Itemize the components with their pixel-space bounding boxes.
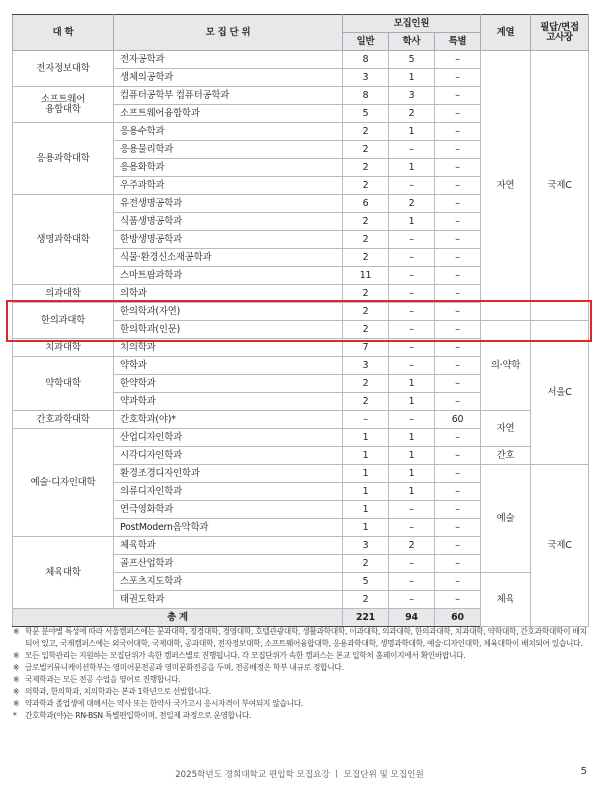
- general-count: 2: [343, 213, 389, 231]
- note-item: [13, 650, 589, 662]
- general-count: 2: [343, 141, 389, 159]
- bachelor-count: –: [389, 573, 435, 591]
- general-count: 2: [343, 591, 389, 609]
- special-count: –: [435, 483, 481, 501]
- bachelor-count: 1: [389, 483, 435, 501]
- college-name: 전자정보대학: [36, 62, 90, 74]
- special-count: –: [435, 213, 481, 231]
- college-cell: [13, 123, 114, 195]
- bachelor-count: 1: [389, 429, 435, 447]
- bachelor-count: –: [389, 141, 435, 159]
- college-name: 치과대학: [45, 341, 81, 353]
- special-count: –: [435, 123, 481, 141]
- college-name: 체육대학: [45, 566, 81, 578]
- table-body: [13, 51, 589, 627]
- unit-cell: 시각디자인학과: [114, 447, 343, 465]
- general-count: 2: [343, 177, 389, 195]
- note-item: [13, 626, 589, 650]
- general-count: 11: [343, 267, 389, 285]
- bachelor-count: –: [389, 231, 435, 249]
- unit-cell: 컴퓨터공학부 컴퓨터공학과: [114, 87, 343, 105]
- bachelor-count: –: [389, 501, 435, 519]
- special-count: –: [435, 519, 481, 537]
- college-cell: [13, 357, 114, 411]
- unit-cell: 응용물리학과: [114, 141, 343, 159]
- special-count: –: [435, 573, 481, 591]
- bachelor-count: 1: [389, 465, 435, 483]
- special-count: –: [435, 375, 481, 393]
- general-count: 1: [343, 465, 389, 483]
- header-university: 대 학: [13, 15, 114, 51]
- header-quota: 모집인원: [343, 15, 481, 33]
- unit-cell: 우주과학과: [114, 177, 343, 195]
- bachelor-count: –: [389, 411, 435, 429]
- bachelor-count: 2: [389, 195, 435, 213]
- header-special: 특별: [435, 33, 481, 51]
- unit-cell: 연극영화학과: [114, 501, 343, 519]
- header-unit: 모 집 단 위: [114, 15, 343, 51]
- unit-cell: 스포츠지도학과: [114, 573, 343, 591]
- exam-site-cell: 국제C: [531, 465, 589, 627]
- special-count: –: [435, 393, 481, 411]
- general-count: 1: [343, 483, 389, 501]
- bachelor-count: –: [389, 555, 435, 573]
- college-cell: [13, 51, 114, 87]
- note-item: [13, 698, 589, 710]
- field-cell: 예술: [481, 465, 531, 573]
- special-count: –: [435, 303, 481, 321]
- header-general: 일반: [343, 33, 389, 51]
- bachelor-count: –: [389, 519, 435, 537]
- header-exam-site: [531, 15, 589, 51]
- unit-cell: 체육학과: [114, 537, 343, 555]
- note-text: 간호학과(야)는 RN-BSN 특별편입학이며, 전일제 과정으로 운영합니다.: [25, 710, 252, 720]
- college-name: 예술·디자인대학: [30, 476, 96, 488]
- college-cell: [13, 285, 114, 303]
- unit-cell: 한약학과: [114, 375, 343, 393]
- special-count: –: [435, 501, 481, 519]
- bachelor-count: 2: [389, 105, 435, 123]
- total-label: 총 계: [13, 609, 343, 627]
- general-count: 6: [343, 195, 389, 213]
- unit-cell: PostModern음악학과: [114, 519, 343, 537]
- table-row: [13, 51, 589, 69]
- unit-cell: 식품생명공학과: [114, 213, 343, 231]
- unit-cell: 한의학과(자연): [114, 303, 343, 321]
- college-name: 응용과학대학: [36, 152, 90, 164]
- special-count: –: [435, 321, 481, 339]
- general-count: 2: [343, 159, 389, 177]
- field-cell: 체육: [481, 573, 531, 627]
- general-count: –: [343, 411, 389, 429]
- note-text: 국제학과는 모든 전공 수업을 영어로 진행합니다.: [25, 674, 181, 684]
- exam-site-cell: 국제C: [531, 51, 589, 321]
- note-mark: *: [13, 710, 17, 720]
- unit-cell: 생체의공학과: [114, 69, 343, 87]
- college-cell: [13, 429, 114, 537]
- note-mark: ※: [13, 627, 20, 636]
- general-count: 2: [343, 285, 389, 303]
- special-count: –: [435, 69, 481, 87]
- special-count: 60: [435, 411, 481, 429]
- page-footer: 2025학년도 경희대학교 편입학 모집요강 ㅣ 모집단위 및 모집인원: [175, 770, 424, 780]
- college-name: 의과대학: [45, 287, 81, 299]
- unit-cell: 스마트팜과학과: [114, 267, 343, 285]
- bachelor-count: –: [389, 591, 435, 609]
- total-general: 221: [343, 609, 389, 627]
- header-exam-line1: 필답/면접: [540, 22, 579, 34]
- field-cell: 간호: [481, 447, 531, 465]
- general-count: 2: [343, 123, 389, 141]
- bachelor-count: 1: [389, 447, 435, 465]
- special-count: –: [435, 537, 481, 555]
- special-count: –: [435, 249, 481, 267]
- general-count: 7: [343, 339, 389, 357]
- special-count: –: [435, 339, 481, 357]
- general-count: 5: [343, 573, 389, 591]
- unit-cell: 한의학과(인문): [114, 321, 343, 339]
- general-count: 1: [343, 429, 389, 447]
- general-count: 1: [343, 519, 389, 537]
- bachelor-count: 2: [389, 537, 435, 555]
- note-mark: ※: [13, 674, 20, 684]
- college-cell: [13, 537, 114, 609]
- special-count: –: [435, 447, 481, 465]
- general-count: 3: [343, 357, 389, 375]
- bachelor-count: –: [389, 285, 435, 303]
- college-name: 한의과대학: [40, 314, 86, 326]
- college-name: 생명과학대학: [36, 233, 90, 245]
- college-cell: [13, 87, 114, 123]
- bachelor-count: –: [389, 177, 435, 195]
- general-count: 3: [343, 69, 389, 87]
- special-count: –: [435, 429, 481, 447]
- bachelor-count: 1: [389, 375, 435, 393]
- bachelor-count: –: [389, 357, 435, 375]
- general-count: 2: [343, 231, 389, 249]
- note-mark: ※: [13, 698, 20, 708]
- bachelor-count: 1: [389, 393, 435, 411]
- special-count: –: [435, 555, 481, 573]
- bachelor-count: 3: [389, 87, 435, 105]
- unit-cell: 의학과: [114, 285, 343, 303]
- special-count: –: [435, 159, 481, 177]
- unit-cell: 의류디자인학과: [114, 483, 343, 501]
- college-name: 소프트웨어: [40, 94, 86, 106]
- special-count: –: [435, 231, 481, 249]
- unit-cell: 응용수학과: [114, 123, 343, 141]
- college-cell: [13, 303, 114, 339]
- note-mark: ※: [13, 686, 20, 696]
- special-count: –: [435, 177, 481, 195]
- page-number: 5: [580, 766, 587, 777]
- total-bachelor: 94: [389, 609, 435, 627]
- unit-cell: 약과학과: [114, 393, 343, 411]
- bachelor-count: –: [389, 249, 435, 267]
- general-count: 5: [343, 105, 389, 123]
- unit-cell: 약학과: [114, 357, 343, 375]
- unit-cell: 태권도학과: [114, 591, 343, 609]
- unit-cell: 치의학과: [114, 339, 343, 357]
- total-special: 60: [435, 609, 481, 627]
- bachelor-count: 5: [389, 51, 435, 69]
- note-text: 글로벌커뮤니케이션학부는 영미어문전공과 영미문화전공을 두며, 전공배정은 학부 내규로 정합니다.: [25, 662, 344, 672]
- general-count: 2: [343, 555, 389, 573]
- note-item: [13, 686, 589, 698]
- header-bachelor: 학사: [389, 33, 435, 51]
- general-count: 1: [343, 501, 389, 519]
- recruitment-table: [12, 14, 589, 627]
- college-cell: [13, 339, 114, 357]
- note-text: 학문 분야별 특성에 따라 서울캠퍼스에는 문과대학, 정경대학, 경영대학, 호텔관광대학, 생활과학대학, 이과대학, 의과대학, 한의과대학, 치과대학, 약학대학, 간호과학대학이 배치되어 있고, 국제캠퍼스에는 외국어대학, 국제대학, 공과대학, 전자정보대학, 소프트웨어융합대학, 응용과학대학, 생명과학대학, 예술·디자인대학, 체육대학이 배치되어 있습니다.: [25, 627, 587, 648]
- special-count: –: [435, 51, 481, 69]
- field-cell: 의·약학: [481, 321, 531, 411]
- special-count: –: [435, 141, 481, 159]
- header-field: 계열: [481, 15, 531, 51]
- note-text: 의학과, 한의학과, 치의학과는 본과 1학년으로 선발합니다.: [25, 686, 211, 696]
- unit-cell: 산업디자인학과: [114, 429, 343, 447]
- unit-cell: 환경조경디자인학과: [114, 465, 343, 483]
- bachelor-count: –: [389, 321, 435, 339]
- bachelor-count: 1: [389, 159, 435, 177]
- general-count: 1: [343, 447, 389, 465]
- special-count: –: [435, 357, 481, 375]
- header-exam-line2: 고사장: [546, 31, 573, 43]
- general-count: 3: [343, 537, 389, 555]
- unit-cell: 식물·환경신소재공학과: [114, 249, 343, 267]
- field-cell: 자연: [481, 51, 531, 321]
- unit-cell: 전자공학과: [114, 51, 343, 69]
- table-row: [13, 411, 589, 429]
- unit-cell: 골프산업학과: [114, 555, 343, 573]
- note-item: [13, 710, 589, 722]
- college-cell: [13, 411, 114, 429]
- unit-cell: 소프트웨어융합학과: [114, 105, 343, 123]
- college-cell: [13, 195, 114, 285]
- note-item: [13, 674, 589, 686]
- general-count: 2: [343, 375, 389, 393]
- general-count: 8: [343, 51, 389, 69]
- note-item: [13, 662, 589, 674]
- note-mark: ※: [13, 650, 20, 660]
- general-count: 2: [343, 303, 389, 321]
- notes-section: [13, 626, 589, 722]
- bachelor-count: –: [389, 267, 435, 285]
- unit-cell: 간호학과(야)*: [114, 411, 343, 429]
- field-cell: 자연: [481, 411, 531, 447]
- general-count: 2: [343, 321, 389, 339]
- bachelor-count: –: [389, 339, 435, 357]
- bachelor-count: 1: [389, 123, 435, 141]
- college-name: 융합대학: [45, 103, 81, 115]
- unit-cell: 응용화학과: [114, 159, 343, 177]
- bachelor-count: –: [389, 303, 435, 321]
- special-count: –: [435, 87, 481, 105]
- bachelor-count: 1: [389, 213, 435, 231]
- special-count: –: [435, 105, 481, 123]
- unit-cell: 한방생명공학과: [114, 231, 343, 249]
- note-mark: ※: [13, 662, 20, 672]
- bachelor-count: 1: [389, 69, 435, 87]
- special-count: –: [435, 465, 481, 483]
- general-count: 8: [343, 87, 389, 105]
- college-name: 간호과학대학: [36, 413, 90, 425]
- special-count: –: [435, 285, 481, 303]
- unit-cell: 유전생명공학과: [114, 195, 343, 213]
- college-name: 약학대학: [45, 377, 81, 389]
- special-count: –: [435, 591, 481, 609]
- general-count: 2: [343, 393, 389, 411]
- exam-site-cell: 서울C: [531, 321, 589, 465]
- note-text: 약과학과 졸업생에 대해서는 약사 또는 한약사 국가고시 응시자격이 부여되지 않습니다.: [25, 698, 303, 708]
- special-count: –: [435, 195, 481, 213]
- general-count: 2: [343, 249, 389, 267]
- note-text: 모든 입학관리는 지원하는 모집단위가 속한 캠퍼스별로 진행됩니다. 각 모집단위가 속한 캠퍼스는 본교 입학처 홈페이지에서 확인바랍니다.: [25, 650, 466, 660]
- special-count: –: [435, 267, 481, 285]
